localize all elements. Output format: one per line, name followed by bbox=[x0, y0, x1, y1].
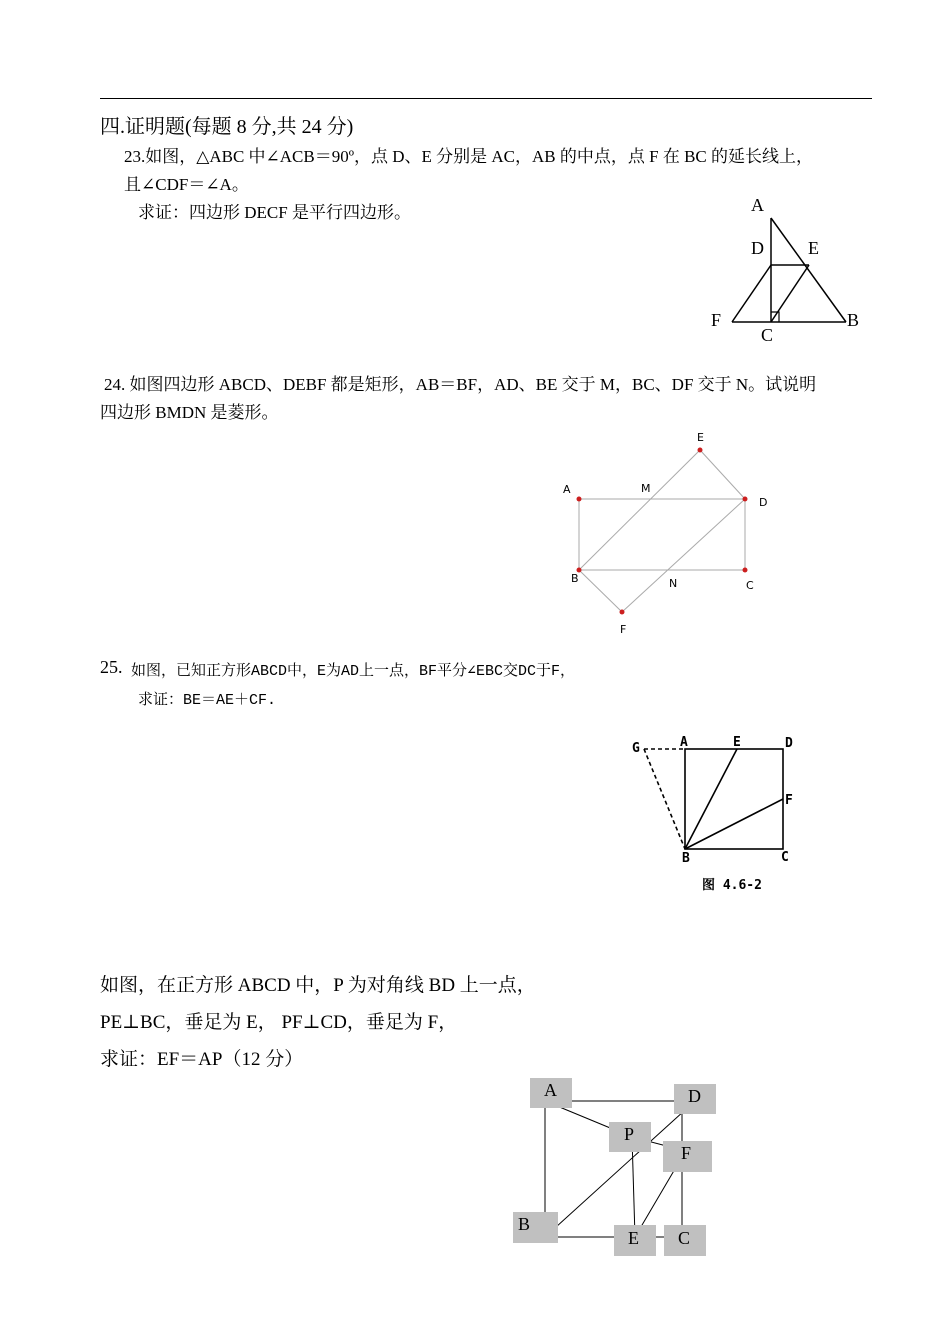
q26-text-line1: 如图，在正方形 ABCD 中，P 为对角线 BD 上一点， bbox=[100, 975, 536, 996]
q26-label-f: F bbox=[681, 1143, 692, 1163]
q23-label-b: B bbox=[847, 310, 860, 330]
q24-text-line2: 四边形 BMDN 是菱形。 bbox=[100, 403, 279, 422]
q25-text-line2: 求证：BE＝AE＋CF. bbox=[138, 692, 277, 709]
q25-label-d: D bbox=[785, 736, 793, 751]
q24-label-c: C bbox=[746, 579, 754, 592]
q26-label-c: C bbox=[678, 1228, 691, 1248]
q25-label-e: E bbox=[733, 735, 741, 750]
q24-label-f: F bbox=[620, 623, 627, 636]
q24-label-d: D bbox=[759, 496, 768, 509]
q26-label-d: D bbox=[688, 1086, 701, 1106]
q24-label-n: N bbox=[669, 577, 678, 590]
q25-label-b: B bbox=[682, 851, 690, 866]
q23-label-d: D bbox=[751, 238, 764, 258]
q25-caption: 图 4.6-2 bbox=[702, 878, 762, 893]
q25-text-line1: 如图，已知正方形ABCD中，E为AD上一点，BF平分∠EBC交DC于F， bbox=[131, 663, 576, 680]
q26-label-b: B bbox=[518, 1214, 531, 1234]
q24-label-b: B bbox=[571, 572, 579, 585]
q24-label-a: A bbox=[563, 483, 571, 496]
q26-label-a: A bbox=[544, 1080, 557, 1100]
q25-label-a: A bbox=[680, 735, 688, 750]
section-title: 四.证明题(每题 8 分,共 24 分) bbox=[100, 116, 354, 138]
q25-label-g: G bbox=[632, 741, 640, 756]
q24-label-e: E bbox=[697, 431, 704, 444]
q23-text-line1: 23.如图，△ABC 中∠ACB＝90º，点 D、E 分别是 AC，AB 的中点，点 F 在 BC 的延长线上， bbox=[124, 147, 814, 166]
q26-text-line3: 求证：EF＝AP（12 分） bbox=[100, 1049, 304, 1070]
q23-label-e: E bbox=[808, 238, 819, 258]
q23-label-f: F bbox=[711, 310, 722, 330]
q25-label-f: F bbox=[785, 793, 793, 808]
q23-prove: 求证：四边形 DECF 是平行四边形。 bbox=[138, 203, 411, 222]
q25-number: 25. bbox=[100, 657, 123, 677]
q24-text-line1: 24. 如图四边形 ABCD、DEBF 都是矩形，AB＝BF，AD、BE 交于 M，BC、DF 交于 N。试说明 bbox=[104, 375, 817, 394]
q26-text-line2: PE⊥BC，垂足为 E， PF⊥CD，垂足为 F， bbox=[100, 1012, 458, 1033]
q23-label-a: A bbox=[751, 195, 764, 215]
q25-label-c: C bbox=[781, 850, 789, 865]
q26-label-e: E bbox=[628, 1228, 639, 1248]
q24-label-m: M bbox=[641, 482, 651, 495]
q23-text-line2: 且∠CDF＝∠A。 bbox=[124, 175, 249, 194]
q26-label-p: P bbox=[624, 1124, 635, 1144]
q23-label-c: C bbox=[761, 325, 774, 345]
